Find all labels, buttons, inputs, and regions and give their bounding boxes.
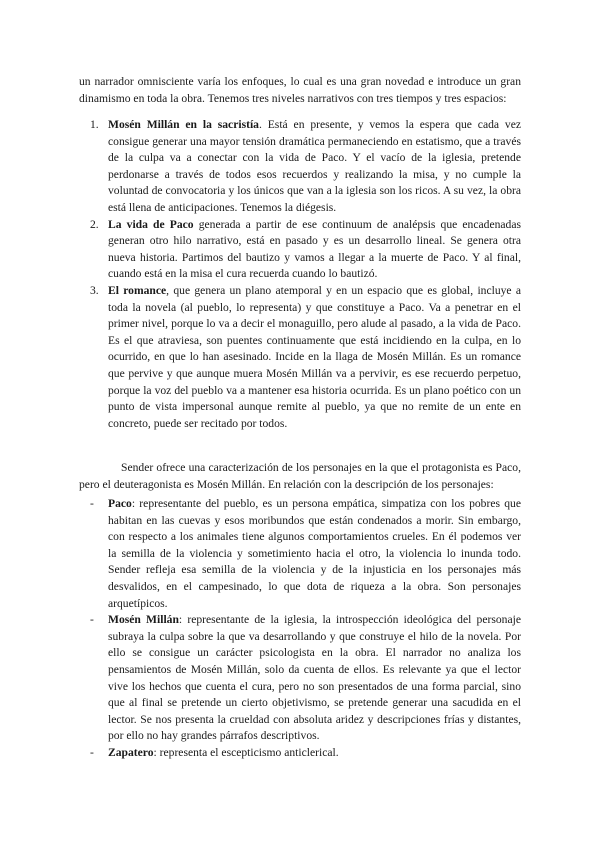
intro-paragraph: un narrador omnisciente varía los enfoques, lo cual es una gran novedad e introduce un gran dinamismo en toda la obra. Tenemos tres niveles narrativos con tres tiempos y tres espacios: (79, 75, 521, 105)
list-item (79, 283, 521, 432)
character-text: : representa el escepticismo anticlerical. (153, 745, 339, 759)
level-term: Mosén Millán en la sacristía (108, 118, 259, 131)
list-number: 2. (90, 217, 99, 231)
level-text: . Está en presente, y vemos la espera que cada vez consigue generar una mayor tensión dramática permaneciendo en estatismo, que a través de la culpa va a conectar con la vida de Paco. Y el vacío de la iglesia, pretende perdonarse a través de todos esos recuerdos y realizando la misa, y no cumple la voluntad de convocatoria y los únicos que van a la iglesia son los ricos. A su vez, la obra está llena de anticipaciones. Tenemos la diégesis. (108, 118, 521, 214)
list-dash: - (90, 613, 94, 627)
character-term: Paco (108, 497, 132, 510)
level-text: generada a partir de ese continuum de analépsis que encadenadas generan otro hilo narrativo, está en pasado y es un desarrollo lineal. Se genera otra nueva historia. Partimos del bautizo y vamos a llegar a la muerte de Paco. Y al final, cuando está en la misa el cura recuerda cuando lo bautizó. (108, 217, 521, 281)
character-term: Zapatero (108, 745, 154, 759)
list-item (79, 117, 521, 217)
list-dash: - (90, 497, 94, 510)
character-term: Mosén Millán (108, 613, 179, 627)
level-text: , que genera un plano atemporal y en un espacio que es global, incluye a toda la novela (al pueblo, lo representa) y que constituye a Paco. Va a penetrar en el primer nivel, porque lo va a decir el monaguillo, pero alude al pasado, a la vida de Paco. Es el que atraviesa, son puentes continuamente que está incidiendo en la culpa, en lo ocurrido, en que lo han asesinado. Incide en la llaga de Mosén Millán. Es un romance que pervive y que aunque muera Mosén Millán va a pervivir, es ese recuerdo perpetuo, porque la voz del pueblo va a mantener esa historia ocurrida. Es un plano poético con un punto de vista impersonal aunque remite al pueblo, ya que no remite de un ente en concreto, puede ser recitado por todos. (108, 283, 521, 430)
list-dash: - (90, 745, 94, 759)
list-number: 1. (90, 118, 99, 131)
list-item (79, 217, 521, 283)
list-item (79, 745, 521, 762)
list-number: 3. (90, 283, 99, 297)
level-term: El romance (108, 283, 167, 297)
list-item (79, 496, 521, 612)
level-term: La vida de Paco (108, 217, 194, 231)
characters-list (79, 496, 521, 762)
list-item (79, 612, 521, 745)
characters-intro-paragraph: Sender ofrece una caracterización de los personajes en la que el protagonista es Paco, pero el deuteragonista es Mosén Millán. En relación con la descripción de los personajes: (79, 461, 521, 491)
narrative-levels-list (79, 117, 521, 432)
character-text: : representante de la iglesia, la introspección ideológica del personaje subraya la culpa sobre la que va desarrollando y que construye el hilo de la novela. Por ello se consigue un carácter psicologista en la obra. El narrador no analiza los pensamientos de Mosén Millán, solo da cuenta de ellos. Es relevante ya que el lector vive los hechos que cuenta el cura, pero no son presentados de una forma parcial, sino que al final se pretende un cierto objetivismo, se pretende generar una sacudida en el lector. Se nos presenta la crueldad con absoluta aridez y descripciones frías y distantes, por ello no hay grandes párrafos descriptivos. (108, 613, 521, 743)
character-text: : representante del pueblo, es un persona empática, simpatiza con los pobres que habitan en las cuevas y esos moribundos que están condenados a morir. Sin embargo, con respecto a los animales tiene algunos comportamientos crueles. En él podemos ver la semilla de la violencia y sometimiento hacia el otro, la violencia lo inunda todo. Sender refleja esa semilla de la violencia y de la injusticia en los personajes más desvalidos, en el campesinado, lo que dota de riqueza a la obra. Son personajes arquetípicos. (108, 497, 521, 610)
